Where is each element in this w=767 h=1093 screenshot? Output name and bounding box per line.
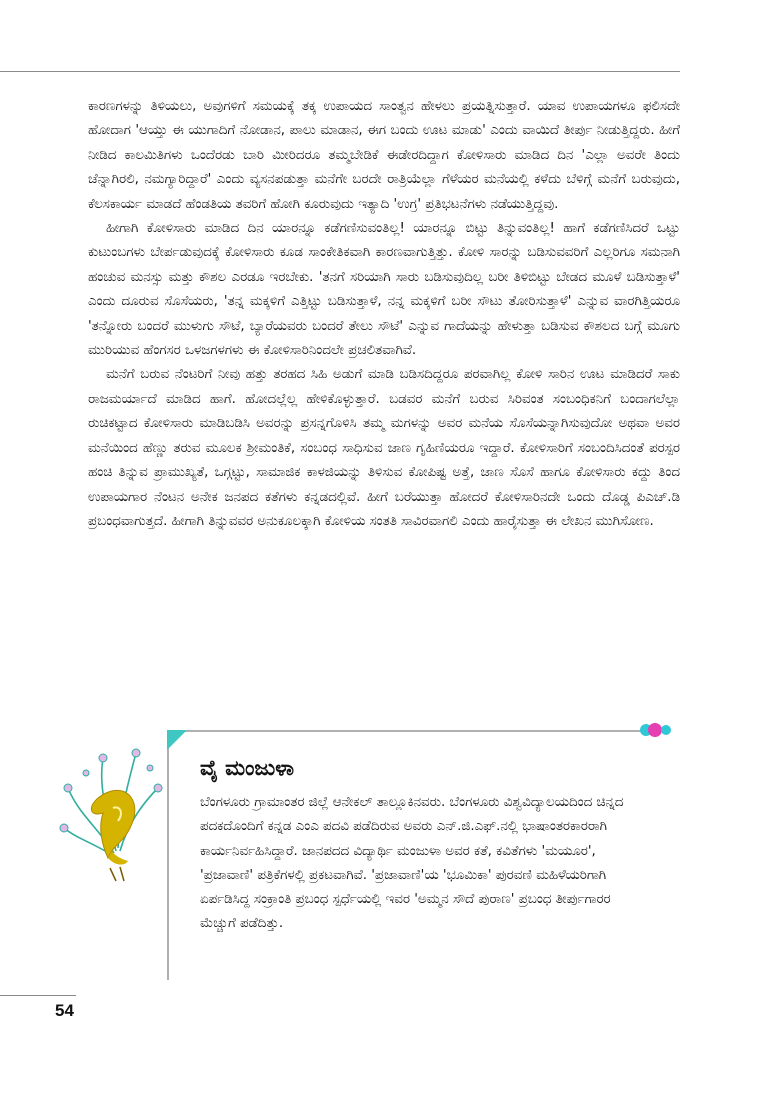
decor-dot-icon [661,725,671,735]
article-body [88,95,680,534]
top-divider [0,71,680,72]
article-paragraph: ಮನೆಗೆ ಬರುವ ನೆಂಟರಿಗೆ ನೀವು ಹತ್ತು ತರಹದ ಸಿಹಿ ಅಡುಗೆ ಮಾಡಿ ಬಡಿಸದಿದ್ದರೂ ಪರವಾಗಿಲ್ಲ ಕೋಳಿ ಸಾರಿನ ಊಟ ಮಾಡಿದರೆ ಸಾಕು ರಾಜಮರ್ಯಾದೆ ಮಾಡಿದ ಹಾಗೆ. ಹೋದಲ್ಲೆಲ್ಲ ಹೇಳಿಕೊಳ್ಳುತ್ತಾರೆ. ಬಡವರ ಮನೆಗೆ ಬರುವ ಸಿರಿವಂತ ಸಂಬಂಧಿಕನಿಗೆ ಬಂದಾಗಲೆಲ್ಲಾ ರುಚಿಕಟ್ಟಾದ ಕೋಳಿಸಾರು ಮಾಡಿಬಡಿಸಿ ಅವರನ್ನು ಪ್ರಸನ್ನಗೊಳಿಸಿ ತಮ್ಮ ಮಗಳನ್ನು ಅವರ ಮನೆಯ ಸೊಸೆಯನ್ನಾಗಿಸುವುದೋ ಅಥವಾ ಅವರ ಮನೆಯಿಂದ ಹೆಣ್ಣು ತರುವ ಮೂಲಕ ಶ್ರೀಮಂತಿಕೆ, ಸಂಬಂಧ ಸಾಧಿಸುವ ಜಾಣ ಗೃಹಿಣಿಯರೂ ಇದ್ದಾರೆ. ಕೋಳಿಸಾರಿಗೆ ಸಂಬಂದಿಸಿದಂತೆ ಪರಸ್ಪರ ಹಂಚಿ ತಿನ್ನುವ ಪ್ರಾಮುಖ್ಯತೆ, ಒಗ್ಗಟ್ಟು, ಸಾಮಾಜಿಕ ಕಾಳಜಿಯನ್ನು ತಿಳಿಸುವ ಕೋಪಿಷ್ಟ ಅತ್ತೆ, ಜಾಣ ಸೊಸೆ ಹಾಗೂ ಕೋಳಿಸಾರು ಕದ್ದು ತಿಂದ ಉಪಾಯಗಾರ ನೆಂಟನ ಅನೇಕ ಜನಪದ ಕತೆಗಳು ಕನ್ನಡದಲ್ಲಿವೆ. ಹೀಗೆ ಬರೆಯುತ್ತಾ ಹೋದರೆ ಕೋಳಿಸಾರಿನದೇ ಒಂದು ದೊಡ್ಡ ಪಿಎಚ್.ಡಿ ಪ್ರಬಂಧವಾಗುತ್ತದೆ. ಹೀಗಾಗಿ ತಿನ್ನುವವರ ಅನುಕೂಲಕ್ಕಾಗಿ ಕೋಳಿಯ ಸಂತತಿ ಸಾವಿರವಾಗಲಿ ಎಂದು ಹಾರೈಸುತ್ತಾ ಈ ಲೇಖನ ಮುಗಿಸೋಣ. [88,367,680,529]
decor-dot-icon [648,723,662,737]
author-bio-text: ಬೆಂಗಳೂರು ಗ್ರಾಮಾಂತರ ಜಿಲ್ಲೆ ಆನೇಕಲ್ ತಾಲ್ಲೂಕಿನವರು. ಬೆಂಗಳೂರು ವಿಶ್ವವಿದ್ಯಾಲಯದಿಂದ ಚಿನ್ನದ ಪದಕದೊಂದಿಗೆ ಕನ್ನಡ ಎಂಎ ಪದವಿ ಪಡೆದಿರುವ ಅವರು ಎನ್.ಜಿ.ಎಫ್.ನಲ್ಲಿ ಭಾಷಾಂತರಕಾರರಾಗಿ ಕಾರ್ಯನಿರ್ವಹಿಸಿದ್ದಾರೆ. ಜಾನಪದದ ವಿದ್ಯಾರ್ಥಿ ಮಂಜುಳಾ ಅವರ ಕತೆ, ಕವಿತೆಗಳು 'ಮಯೂರ', 'ಪ್ರಜಾವಾಣಿ' ಪತ್ರಿಕೆಗಳಲ್ಲಿ ಪ್ರಕಟವಾಗಿವೆ. 'ಪ್ರಜಾವಾಣಿ'ಯ 'ಭೂಮಿಕಾ' ಪುರವಣಿ ಮಹಿಳೆಯರಿಗಾಗಿ ಏರ್ಪಡಿಸಿದ್ದ ಸಂಕ್ರಾಂತಿ ಪ್ರಬಂಧ ಸ್ಪರ್ಧೆಯಲ್ಲಿ ಇವರ 'ಅಮ್ಮನ ಸೌದೆ ಪುರಾಣ' ಪ್ರಬಂಧ ತೀರ್ಪುಗಾರರ ಮೆಚ್ಚುಗೆ ಪಡೆದಿತ್ತು. [200,795,624,932]
article-paragraph: ಕಾರಣಗಳನ್ನು ತಿಳಿಯಲು, ಅವುಗಳಿಗೆ ಸಮಯಕ್ಕೆ ತಕ್ಕ ಉಪಾಯದ ಸಾಂತ್ವನ ಹೇಳಲು ಪ್ರಯತ್ನಿಸುತ್ತಾರೆ. ಯಾವ ಉಪಾಯಗಳೂ ಫಲಿಸದೇ ಹೋದಾಗ 'ಆಯ್ತು ಈ ಯುಗಾದಿಗೆ ನೋಡಾನ, ಪಾಲು ಮಾಡಾನ, ಈಗ ಬಂದು ಊಟ ಮಾಡು' ಎಂದು ವಾಯಿದೆ ತೀರ್ಪು ನೀಡುತ್ತಿದ್ದರು. ಹೀಗೆ ನೀಡಿದ ಕಾಲಮಿತಿಗಳು ಒಂದೆರಡು ಬಾರಿ ಮೀರಿದರೂ ತಮ್ಮಬೇಡಿಕೆ ಈಡೇರದಿದ್ದಾಗ ಕೋಳಿಸಾರು ಮಾಡಿದ ದಿನ 'ಎಲ್ಲಾ ಅವರೇ ತಿಂದು ಚೆನ್ನಾಗಿರಲಿ, ನಮಗ್ಯಾರಿದ್ದಾರೆ' ಎಂದು ವ್ಯಸನಪಡುತ್ತಾ ಮನೆಗೇ ಬರದೇ ರಾತ್ರಿಯೆಲ್ಲಾ ಗೆಳೆಯರ ಮನೆಯಲ್ಲಿ ಕಳೆದು ಬೆಳಿಗ್ಗೆ ಮನೆಗೆ ಬರುವುದು, ಕೆಲಸಕಾರ್ಯ ಮಾಡದೆ ಹೆಂಡತಿಯ ತವರಿಗೆ ಹೋಗಿ ಕೂರುವುದು ಇತ್ಯಾದಿ 'ಉಗ್ರ' ಪ್ರತಿಭಟನೆಗಳು ನಡೆಯುತ್ತಿದ್ದವು. [88,99,680,212]
article-paragraph: ಹೀಗಾಗಿ ಕೋಳಿಸಾರು ಮಾಡಿದ ದಿನ ಯಾರನ್ನೂ ಕಡೆಗಣಿಸುವಂತಿಲ್ಲ! ಯಾರನ್ನೂ ಬಿಟ್ಟು ತಿನ್ನುವಂತಿಲ್ಲ! ಹಾಗೆ ಕಡೆಗಣಿಸಿದರೆ ಒಟ್ಟು ಕುಟುಂಬಗಳು ಬೇರ್ಪಡುವುದಕ್ಕೆ ಕೋಳಿಸಾರು ಕೂಡ ಸಾಂಕೇತಿಕವಾಗಿ ಕಾರಣವಾಗುತ್ತಿತ್ತು. ಕೋಳಿ ಸಾರನ್ನು ಬಡಿಸುವವರಿಗೆ ಎಲ್ಲರಿಗೂ ಸಮನಾಗಿ ಹಂಚುವ ಮನಸ್ಸು ಮತ್ತು ಕೌಶಲ ಎರಡೂ ಇರಬೇಕು. 'ತನಗೆ ಸರಿಯಾಗಿ ಸಾರು ಬಡಿಸುವುದಿಲ್ಲ ಬರೀ ತಿಳಿಬಿಟ್ಟು ಬೇಡದ ಮೂಳೆ ಬಡಿಸುತ್ತಾಳೆ' ಎಂದು ದೂರುವ ಸೊಸೆಯರು, 'ತನ್ನ ಮಕ್ಕಳಿಗೆ ಎತ್ತಿಟ್ಟು ಬಡಿಸುತ್ತಾಳೆ, ನನ್ನ ಮಕ್ಕಳಿಗೆ ಬರೀ ಸೌಟು ತೋರಿಸುತ್ತಾಳೆ' ಎನ್ನುವ ವಾರಗಿತ್ತಿಯರೂ 'ತನ್ನೋರು ಬಂದರೆ ಮುಳುಗು ಸೌಟೆ, ಬ್ಯಾರೆಯವರು ಬಂದರೆ ತೇಲು ಸೌಟೆ' ಎನ್ನುವ ಗಾದೆಯನ್ನು ಹೇಳುತ್ತಾ ಬಡಿಸುವ ಕೌಶಲದ ಬಗ್ಗೆ ಮೂಗು ಮುರಿಯುವ ಹೆಂಗಸರ ಒಳಜಗಳಗಳು ಈ ಕೋಳಿಸಾರಿನಿಂದಲೇ ಪ್ರಚಲಿತವಾಗಿವೆ. [88,221,680,359]
author-name: ವೈ ಮಂಜುಳಾ [200,756,295,780]
author-bio-box [167,726,682,994]
bio-left-rule [167,730,169,980]
corner-triangle-icon [167,730,187,750]
peacock-floral-ornament-icon [58,733,170,883]
bio-top-rule [179,730,654,732]
footer-divider [0,995,76,996]
page-number: 54 [55,1001,74,1020]
